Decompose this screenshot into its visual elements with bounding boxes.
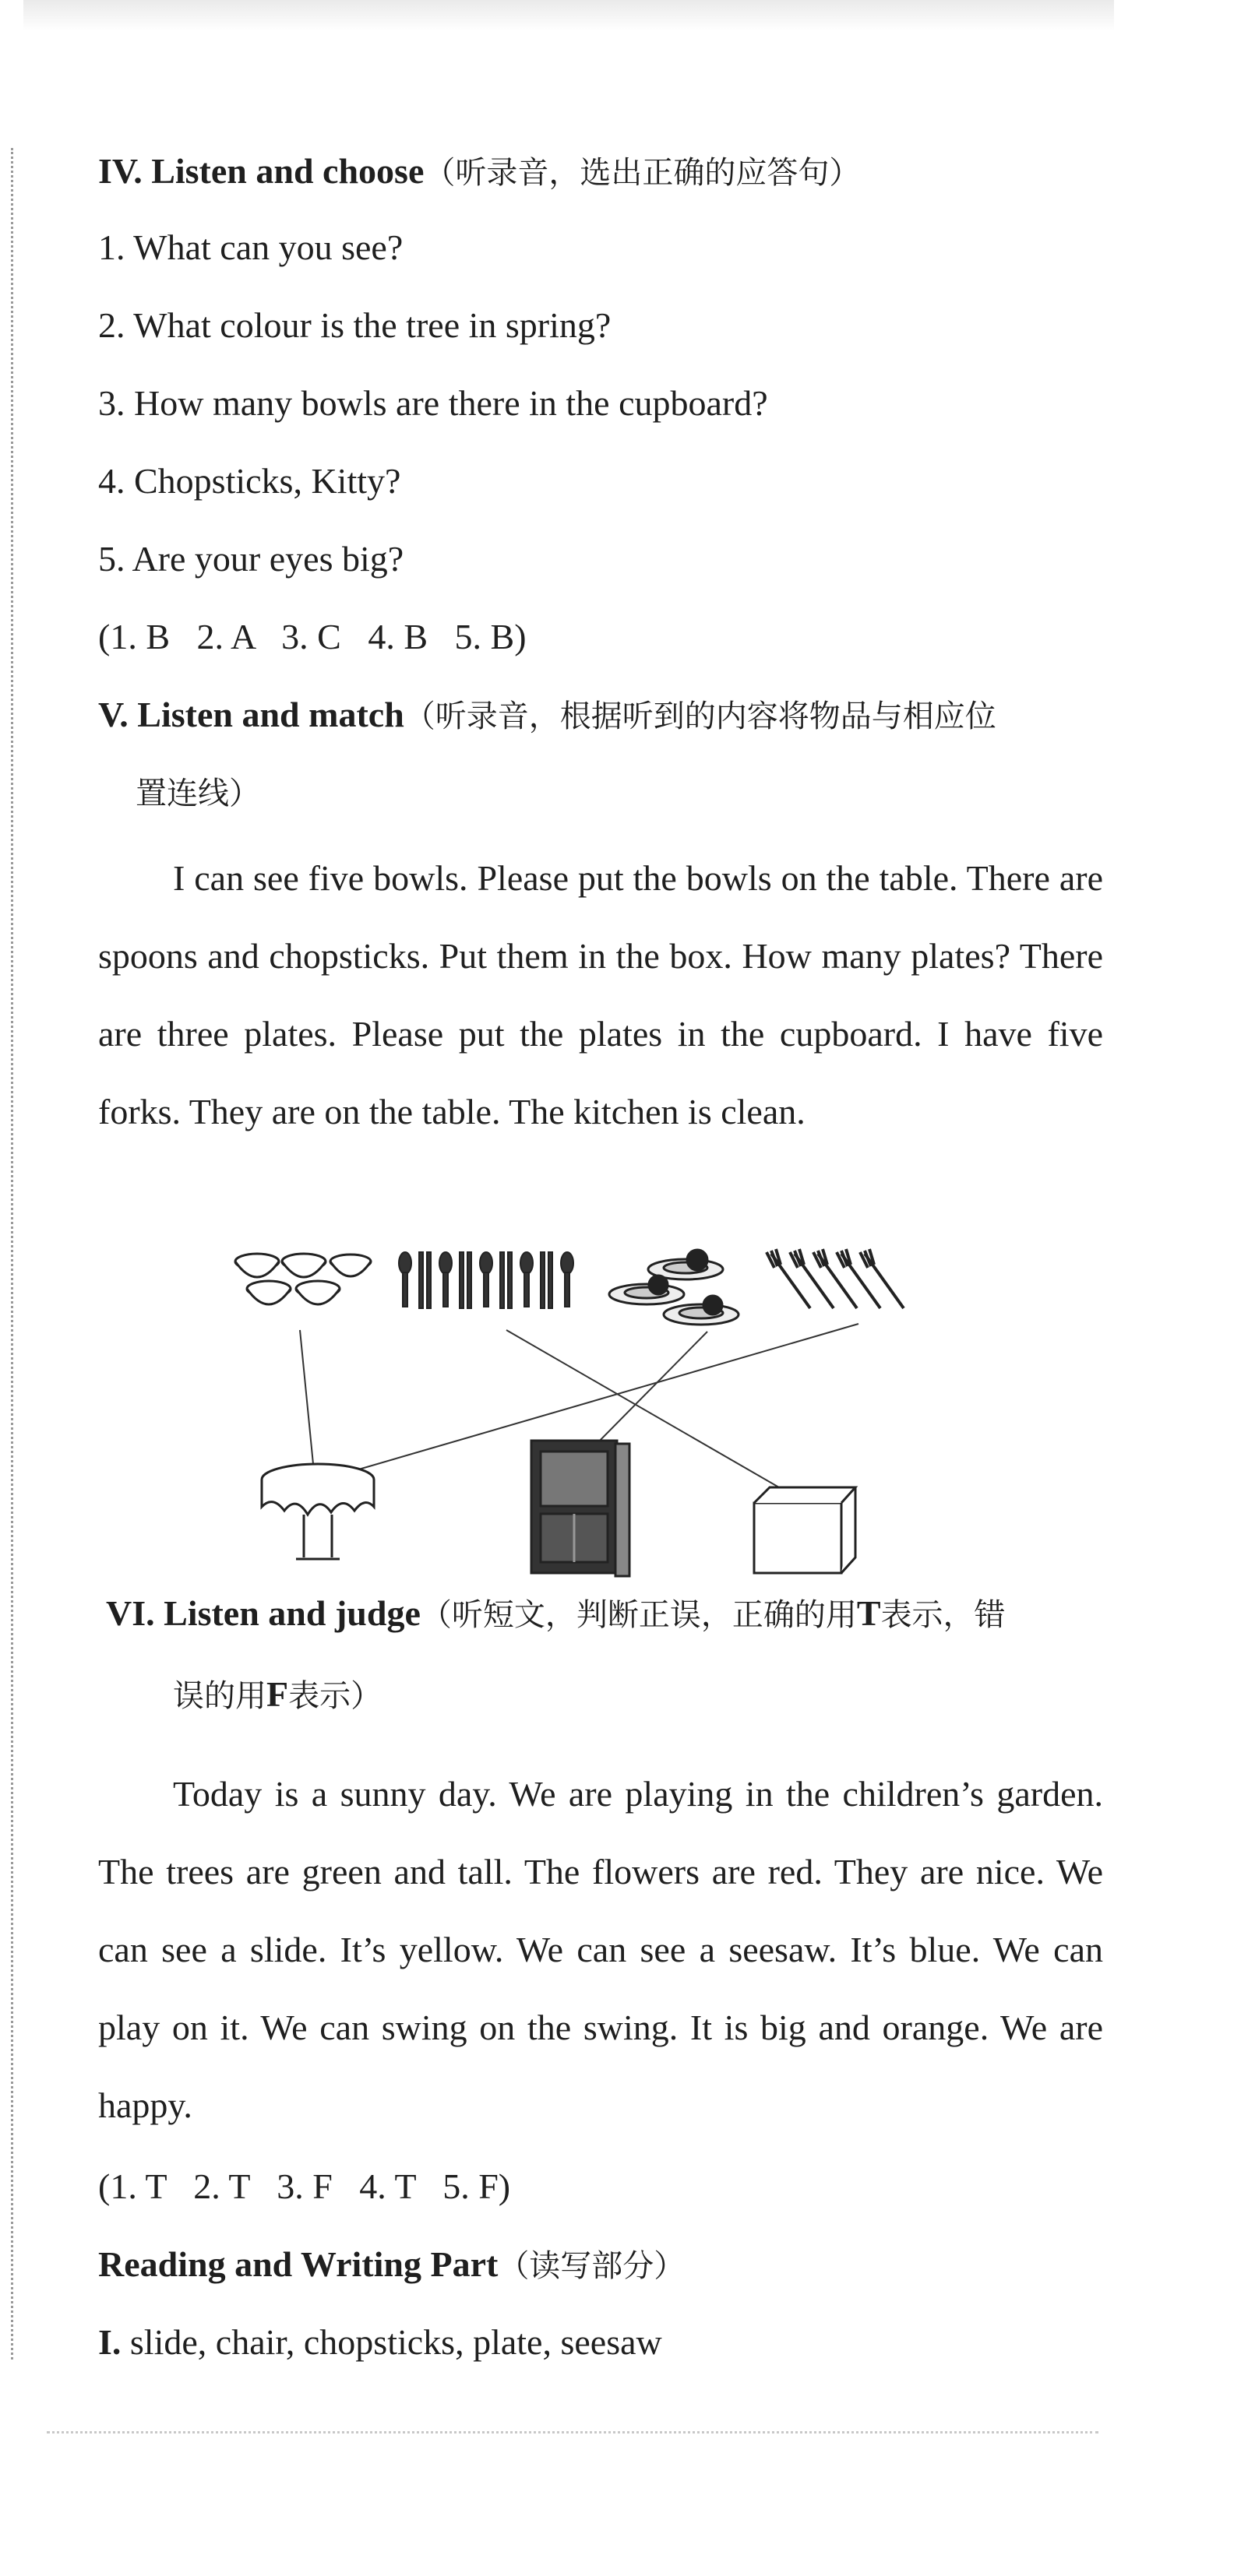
section-v-passage-text: I can see five bowls. Please put the bowls on the table. There are spoons and chopsticks. Put them in the box. How many plates? There are three plates. Please put the plates in the cupboard. I have five forks. They are on the table. The kitchen is clean. [98, 858, 1103, 1131]
section-vi-note-t: T [856, 1593, 881, 1633]
scan-top-edge [23, 0, 1114, 31]
section-iv-item-2: 2. What colour is the tree in spring? [98, 305, 612, 345]
spoons-chopsticks-icon [399, 1252, 573, 1308]
section-vi-passage-text: Today is a sunny day. We are playing in the children’s garden. The trees are green and tall. The flowers are red. They are nice. We can see a slide. It’s yellow. We can see a seesaw. It’s blue. We can play on it. We can swing on the swing. It is big and orange. We are happy. [98, 1774, 1103, 2125]
section-v-heading [98, 693, 996, 736]
section-vi-passage [98, 1755, 1103, 2145]
reading-writing-heading [98, 2243, 685, 2286]
section-v-note-line1: （听录音，根据听到的内容将物品与相应位 [404, 699, 996, 734]
reading-writing-title: Reading and Writing Part [98, 2244, 499, 2284]
section-vi-note-b: 表示，错 [880, 1597, 1006, 1633]
section-vi-answers: (1. T 2. T 3. F 4. T 5. F) [98, 2166, 511, 2206]
section-vi-note-a: （听短文，判断正误，正确的用 [420, 1597, 857, 1633]
section-v-note-line2: 置连线） [136, 776, 260, 811]
plates-icon [609, 1250, 739, 1325]
section-v-title: V. Listen and match [98, 695, 404, 734]
table-icon [262, 1464, 374, 1559]
section-iv-item-5: 5. Are your eyes big? [98, 539, 404, 579]
section-iv-title: IV. Listen and choose [98, 151, 425, 191]
matching-figure [226, 1246, 966, 1589]
reading-writing-item-label: I. [98, 2322, 122, 2362]
binding-dotted-line [11, 148, 13, 2360]
box-icon [754, 1487, 855, 1573]
section-vi-note-line2 [173, 1673, 382, 1716]
forks-icon [767, 1249, 904, 1308]
reading-writing-item-text: slide, chair, chopsticks, plate, seesaw [121, 2322, 662, 2362]
section-vi-note2-f: F [266, 1674, 289, 1714]
section-vi-heading [106, 1592, 1006, 1635]
section-iv-heading [98, 150, 860, 192]
reading-writing-item-1 [98, 2321, 662, 2363]
cupboard-icon [531, 1441, 629, 1576]
section-vi-note2-a: 误的用 [173, 1678, 266, 1714]
section-iv-item-3: 3. How many bowls are there in the cupboard? [98, 383, 768, 423]
reading-writing-note: （读写部分） [498, 2248, 686, 2284]
section-vi-title: VI. Listen and judge [106, 1593, 421, 1633]
scan-bottom-edge [47, 2431, 1098, 2433]
section-v-passage [98, 839, 1103, 1151]
section-iv-answers: (1. B 2. A 3. C 4. B 5. B) [98, 617, 527, 656]
section-vi-note2-b: 表示） [288, 1678, 382, 1714]
section-iv-item-1: 1. What can you see? [98, 227, 404, 267]
bowls-icon [235, 1254, 371, 1304]
section-iv-note: （听录音，选出正确的应答句） [424, 155, 861, 191]
section-iv-item-4: 4. Chopsticks, Kitty? [98, 461, 401, 501]
